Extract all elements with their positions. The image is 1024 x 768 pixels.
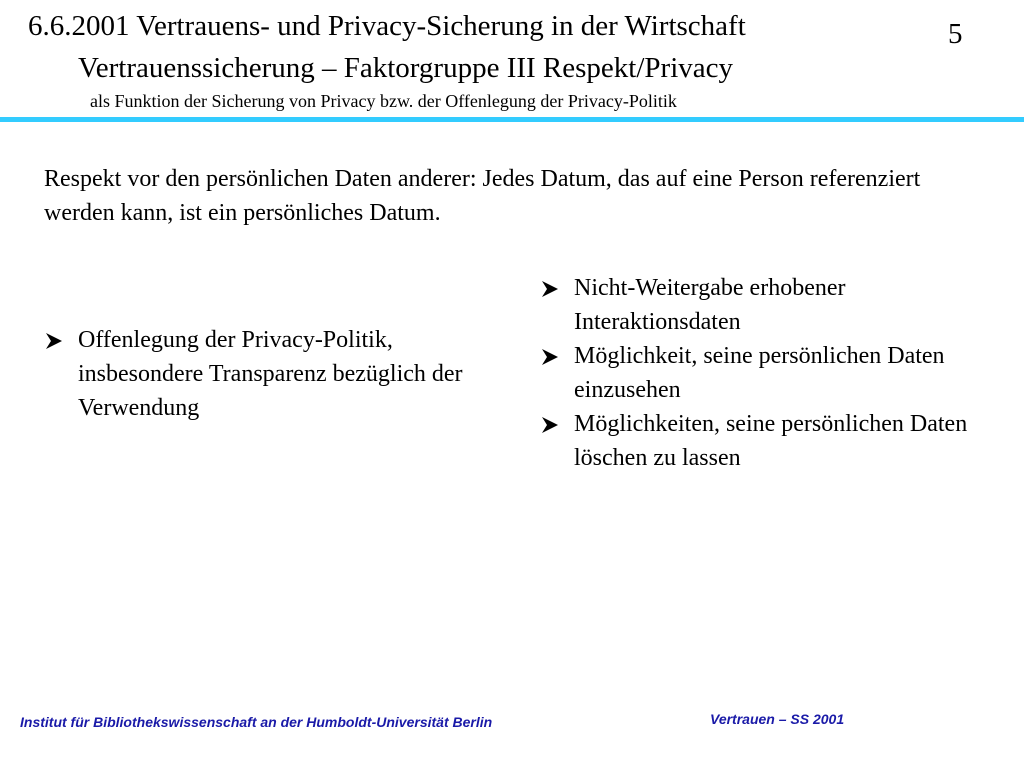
arrowhead-bullet-icon <box>44 331 64 351</box>
list-item <box>540 271 1010 339</box>
intro-paragraph: Respekt vor den persönlichen Daten anderer: Jedes Datum, das auf eine Person referenziert werden kann, ist ein persönliches Datum. <box>44 166 921 226</box>
arrowhead-bullet-icon <box>540 347 560 367</box>
list-item <box>44 323 484 425</box>
arrowhead-bullet-icon <box>540 415 560 435</box>
bullet-text: Nicht-Weitergabe erhobener Interaktionsdaten <box>574 275 846 335</box>
slide-title: 6.6.2001 Vertrauens- und Privacy-Sicherung in der Wirtschaft <box>28 10 746 42</box>
bullet-text: Offenlegung der Privacy-Politik, insbesondere Transparenz bezüglich der Verwendung <box>78 327 463 421</box>
footer-course-label: Vertrauen – SS 2001 <box>710 711 845 727</box>
page-number: 5 <box>948 18 963 50</box>
list-item <box>540 339 1010 407</box>
right-bullet-list <box>540 271 1010 475</box>
slide-subtitle: Vertrauenssicherung – Faktorgruppe III Respekt/Privacy <box>78 52 734 84</box>
slide-caption: als Funktion der Sicherung von Privacy bzw. der Offenlegung der Privacy-Politik <box>90 91 677 111</box>
left-bullet-list <box>44 323 484 425</box>
arrowhead-bullet-icon <box>540 279 560 299</box>
header-divider <box>0 117 1024 122</box>
bullet-text: Möglichkeiten, seine persönlichen Daten löschen zu lassen <box>574 411 968 471</box>
footer-institute-label: Institut für Bibliothekswissenschaft an der Humboldt-Universität Berlin <box>20 714 493 730</box>
list-item <box>540 407 1010 475</box>
bullet-text: Möglichkeit, seine persönlichen Daten einzusehen <box>574 343 945 403</box>
